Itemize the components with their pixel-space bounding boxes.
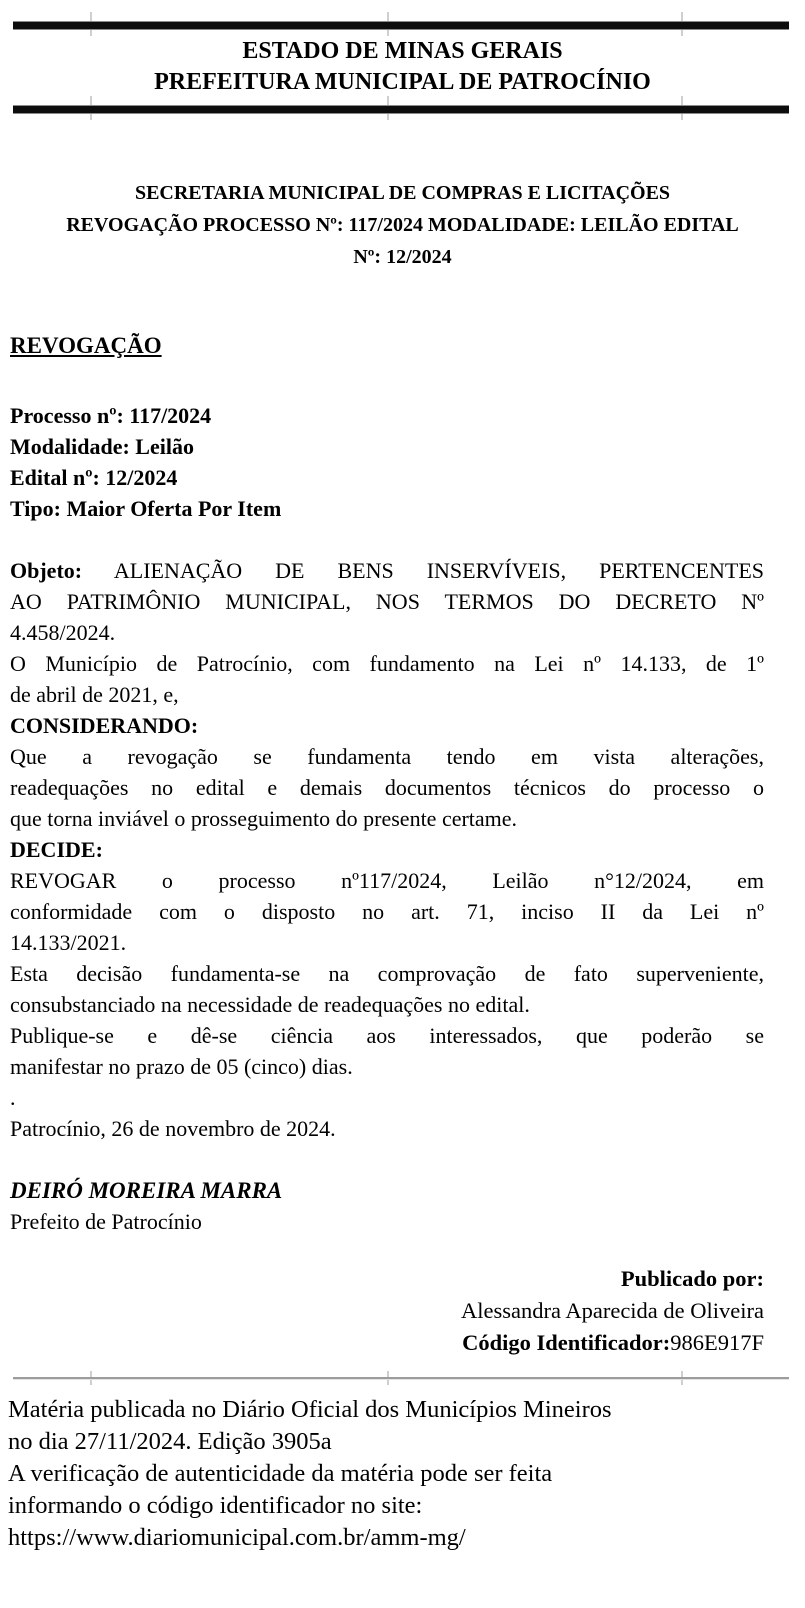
section-heading: REVOGAÇÃO: [10, 333, 162, 358]
text-line: [10, 927, 764, 958]
text-segment: REVOGAR o processo nº117/2024, Leilão n°12/2024, em: [10, 868, 764, 893]
text-line: [10, 648, 764, 679]
bold-text-segment: CONSIDERANDO:: [10, 713, 199, 738]
text-line: [10, 865, 764, 896]
text-line: [10, 958, 764, 989]
text-line: [10, 1051, 764, 1082]
text-segment: O Município de Patrocínio, com fundamento na Lei nº 14.133, de 1º: [10, 651, 764, 676]
text-line: informando o código identificador no site:: [8, 1492, 423, 1519]
text-segment: 4.458/2024.: [10, 620, 116, 645]
text-segment: de abril de 2021, e,: [10, 682, 179, 707]
process-info: [10, 400, 764, 524]
signature-role: Prefeito de Patrocínio: [10, 1209, 202, 1234]
text-line: [10, 555, 764, 586]
text-segment: que torna inviável o prosseguimento do presente certame.: [10, 806, 518, 831]
black-rule: [13, 21, 789, 30]
text-line: Processo nº: 117/2024: [10, 403, 212, 428]
text-line: [10, 834, 764, 865]
footer-rule: [13, 1377, 789, 1380]
text-line: [10, 803, 764, 834]
published-by-label: Publicado por:: [620, 1266, 764, 1291]
text-line: [10, 586, 764, 617]
identifier-code-value: 986E917F: [670, 1330, 764, 1355]
published-by-block: [10, 1263, 764, 1359]
text-line: [10, 1020, 764, 1051]
identifier-code-label: Código Identificador:: [462, 1330, 671, 1355]
text-segment: .: [10, 1085, 16, 1110]
text-line: https://www.diariomunicipal.com.br/amm-mg/: [8, 1524, 466, 1551]
text-segment: Patrocínio, 26 de novembro de 2024.: [10, 1116, 336, 1141]
text-segment: ALIENAÇÃO DE BENS INSERVÍVEIS, PERTENCENTES: [82, 558, 764, 583]
text-line: ESTADO DE MINAS GERAIS: [242, 38, 563, 64]
text-segment: consubstanciado na necessidade de readequações no edital.: [10, 992, 530, 1017]
text-line: [10, 741, 764, 772]
document-body: [10, 330, 764, 1359]
text-line: [10, 617, 764, 648]
text-segment: conformidade com o disposto no art. 71, inciso II da Lei nº: [10, 899, 764, 924]
publication-subject: [0, 177, 805, 273]
text-line: PREFEITURA MUNICIPAL DE PATROCÍNIO: [154, 69, 651, 95]
text-line: Modalidade: Leilão: [10, 434, 194, 459]
text-line: [10, 710, 764, 741]
text-segment: manifestar no prazo de 05 (cinco) dias.: [10, 1054, 353, 1079]
signature-block: [10, 1175, 764, 1237]
text-segment: Que a revogação se fundamenta tendo em vista alterações,: [10, 744, 764, 769]
identifier-code-line: [10, 1327, 764, 1359]
text-line: [10, 772, 764, 803]
text-segment: Esta decisão fundamenta-se na comprovação de fato superveniente,: [10, 961, 764, 986]
black-rule: [13, 105, 789, 114]
text-line: [10, 1082, 764, 1113]
footer-note: [8, 1394, 770, 1554]
bold-text-segment: Objeto:: [10, 558, 83, 583]
text-line: [10, 1113, 764, 1144]
text-line: Tipo: Maior Oferta Por Item: [10, 496, 282, 521]
text-line: Nº: 12/2024: [353, 246, 452, 268]
text-line: Matéria publicada no Diário Oficial dos Municípios Mineiros: [8, 1396, 612, 1423]
published-by-name: Alessandra Aparecida de Oliveira: [461, 1298, 764, 1323]
text-line: [10, 896, 764, 927]
text-segment: readequações no edital e demais documentos técnicos do processo o: [10, 775, 764, 800]
text-segment: Publique-se e dê-se ciência aos interessados, que poderão se: [10, 1023, 764, 1048]
org-header: [0, 30, 805, 105]
signature-name: DEIRÓ MOREIRA MARRA: [10, 1178, 283, 1203]
bold-text-segment: DECIDE:: [10, 837, 103, 862]
header-rule-bottom: [13, 105, 789, 114]
body-text: [10, 555, 764, 1144]
text-line: REVOGAÇÃO PROCESSO Nº: 117/2024 MODALIDADE: LEILÃO EDITAL: [66, 214, 739, 236]
text-line: SECRETARIA MUNICIPAL DE COMPRAS E LICITAÇÕES: [134, 182, 671, 204]
text-line: Edital nº: 12/2024: [10, 465, 178, 490]
text-segment: 14.133/2021.: [10, 930, 127, 955]
text-line: A verificação de autenticidade da matéria pode ser feita: [8, 1460, 553, 1487]
text-segment: AO PATRIMÔNIO MUNICIPAL, NOS TERMOS DO DECRETO Nº: [10, 589, 764, 614]
header-rule-top: [13, 21, 789, 30]
text-line: [10, 989, 764, 1020]
text-line: no dia 27/11/2024. Edição 3905a: [8, 1428, 332, 1455]
gray-rule: [13, 1377, 789, 1380]
text-line: [10, 679, 764, 710]
